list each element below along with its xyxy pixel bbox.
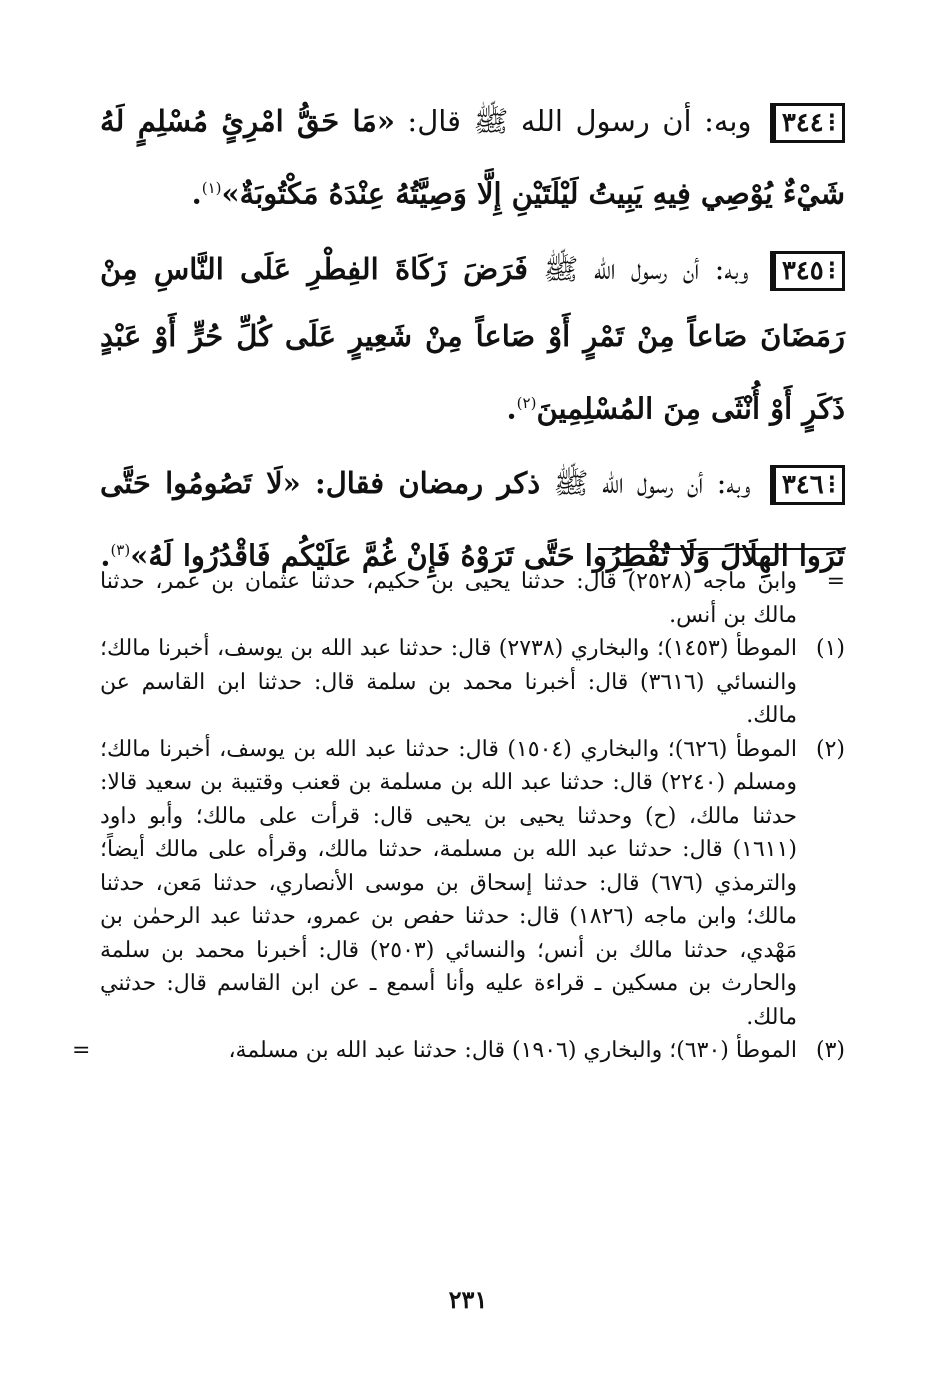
hadith-intro: وبه: أن رسول الله ﷺ قال: [394,104,752,138]
hadith-text: «مَا حَقُّ امْرِئٍ مُسْلِمٍ لَهُ شَيْءٌ يُوْصِي فِيهِ يَبِيتُ لَيْلَتَيْنِ إِلَّا وَصِيَّتُهُ عِنْدَهُ مَكْتُوبَةٌ» [100,104,845,211]
footnote-ref[interactable]: (١) [201,179,222,197]
footnote-text: الموطأ (٦٢٦)؛ والبخاري (١٥٠٤) قال: حدثنا عبد الله بن يوسف، أخبرنا مالك؛ ومسلم (٢٢٤٠) قال: حدثنا عبد الله بن مسلمة بن قعنب وقتيبة بن سعيد قالا: حدثنا مالك، (ح) وحدثنا يحيى بن يحيى قال: قرأت على مالك؛ وأبو داود (١٦١١) قال: حدثنا عبد الله بن مسلمة، حدثنا مالك، وقرأه على مالك أيضاً؛ والترمذي (٦٧٦) قال: حدثنا إسحاق بن موسى الأنصاري، حدثنا مَعن، حدثنا مالك؛ وابن ماجه (١٨٢٦) قال: حدثنا حفص بن عمرو، حدثنا عبد الرحمٰن بن مَهْدي، حدثنا مالك بن أنس؛ والنسائي (٢٥٠٣) قال: أخبرنا محمد بن سلمة والحارث بن مسكين ـ قراءة عليه وأنا أسمع ـ عن ابن القاسم قال: حدثني مالك. [100,736,797,1030]
footnote-divider [598,548,845,550]
hadith-end: . [100,538,111,573]
hadith-number: ⁝ ٣٤٦ [773,465,845,505]
footnote-text: الموطأ (١٤٥٣)؛ والبخاري (٢٧٣٨) قال: حدثنا عبد الله بن يوسف، أخبرنا مالك؛ والنسائي (٣٦١٦) قال: أخبرنا محمد بن سلمة قال: حدثنا ابن القاسم عن مالك. [100,636,798,728]
hadith-intro: وبه: أن رسول الله ﷺ [528,251,749,286]
continuation-mark: = [72,1038,91,1063]
footnote-text: وابن ماجه (٢٥٢٨) قال: حدثنا يحيى بن حكيم، حدثنا عثمان بن عمر، حدثنا مالك بن أنس. [100,569,797,628]
hadith-number: ⁝ ٣٤٥ [773,251,845,291]
hadith-text: فَرَضَ زَكَاةَ الفِطْرِ عَلَى النَّاسِ مِنْ رَمَضَانَ صَاعاً مِنْ تَمْرٍ أَوْ صَاعاً مِنْ شَعِيرٍ عَلَى كُلِّ حُرٍّ أَوْ عَبْدٍ ذَكَرٍ أَوْ أُنْثَى مِنَ المُسْلِمِينَ [100,251,845,426]
hadith-text: ذكر رمضان فقال: «لَا تَصُومُوا حَتَّى تَرَوا الهِلَالَ وَلَا تُفْطِرُوا حَتَّى تَرَوْهُ فَإِنْ غُمَّ عَلَيْكُم فَاقْدُرُوا لَهُ» [100,466,845,573]
footnote-continued [100,565,845,632]
footnote-1 [100,632,845,733]
footnotes [72,565,845,1068]
footnote-text: الموطأ (٦٣٠)؛ والبخاري (١٩٠٦) قال: حدثنا عبد الله بن مسلمة، [228,1038,797,1063]
footnote-ref[interactable]: (٢) [516,393,537,412]
hadith-end: . [506,391,517,426]
hadith-end: . [191,176,202,211]
footnote-marker: (٣) [815,1038,845,1063]
footnote-marker: (٢) [815,736,845,762]
footnote-2 [100,733,845,1035]
hadith-345 [100,236,845,443]
hadith-section [100,88,845,598]
continuation-mark: = [826,569,845,594]
hadith-number: ⁝ ٣٤٤ [773,103,845,143]
hadith-344 [100,88,845,228]
footnote-marker: (١) [815,636,845,661]
page-number: ٢٣١ [448,1285,488,1314]
hadith-intro: وبه: أن رسول الله ﷺ [540,466,751,501]
footnote-3 [72,1034,845,1068]
footnote-ref[interactable]: (٣) [110,541,131,560]
